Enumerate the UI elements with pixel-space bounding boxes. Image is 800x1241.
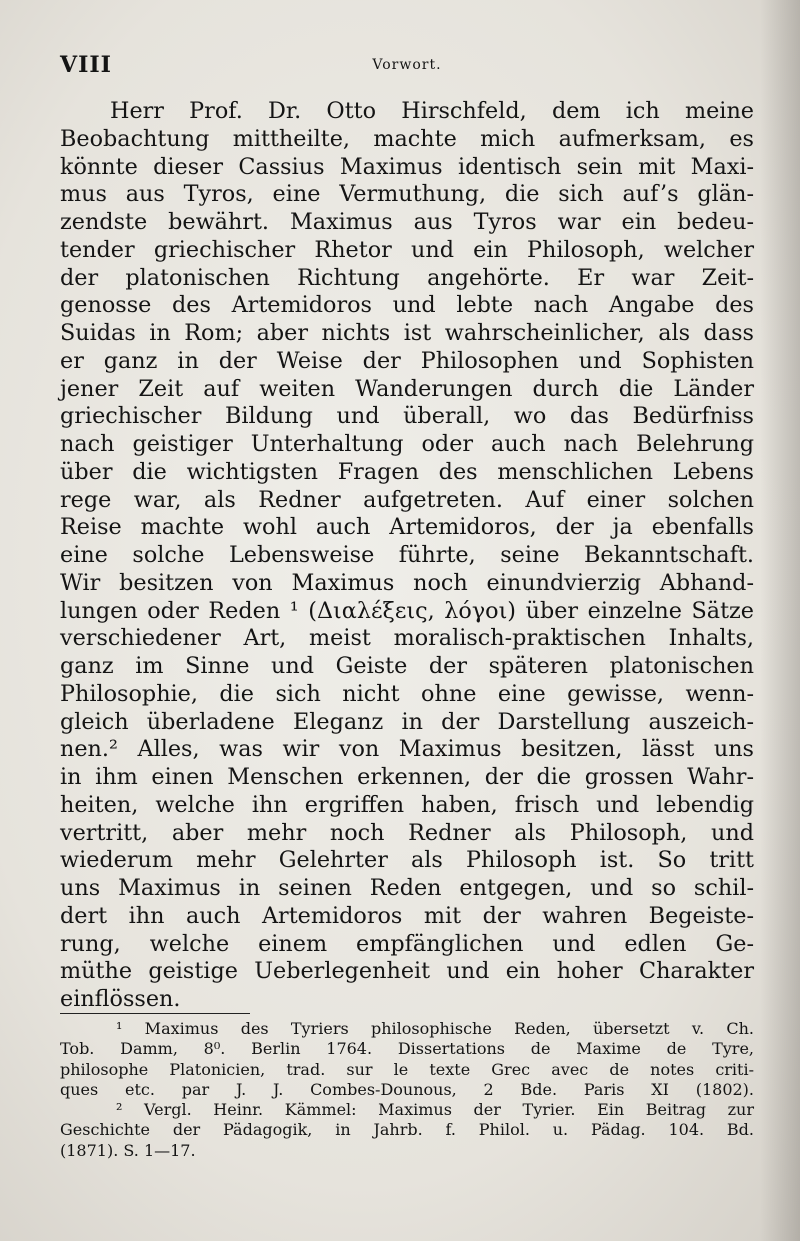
text-line: heiten, welche ihn ergriffen haben, frisch und lebendig [60, 791, 754, 818]
text-line: lungen oder Reden ¹ (Διαλέξεις, λόγοι) über einzelne Sätze [60, 597, 754, 624]
text-line: der platonischen Richtung angehörte. Er war Zeit- [60, 264, 754, 291]
text-line: rege war, als Redner aufgetreten. Auf einer solchen [60, 486, 754, 513]
text-line: Suidas in Rom; aber nichts ist wahrscheinlicher, als dass [60, 320, 754, 346]
text-line: in ihm einen Menschen erkennen, der die grossen Wahr- [60, 764, 754, 790]
footnote-line: ² Vergl. Heinr. Kämmel: Maximus der Tyrier. Ein Beitrag zur [116, 1100, 754, 1120]
footnote-line: Geschichte der Pädagogik, in Jahrb. f. Philol. u. Pädag. 104. Bd. [60, 1120, 754, 1140]
text-line: jener Zeit auf weiten Wanderungen durch die Länder [60, 375, 754, 402]
text-line: griechischer Bildung und überall, wo das Bedürfniss [60, 403, 754, 430]
footnote-line: Tob. Damm, 8⁰. Berlin 1764. Dissertations de Maxime de Tyre, [60, 1039, 754, 1059]
text-line: mus aus Tyros, eine Vermuthung, die sich auf’s glän- [60, 181, 754, 208]
text-line: Beobachtung mittheilte, machte mich aufmerksam, es [60, 125, 754, 152]
text-line: nach geistiger Unterhaltung oder auch nach Belehrung [60, 431, 754, 457]
footnotes [60, 1019, 754, 1161]
text-line: Philosophie, die sich nicht ohne eine gewisse, wenn- [60, 680, 754, 707]
page-header [60, 50, 754, 84]
running-head: Vorwort. [372, 57, 442, 73]
text-line: müthe geistige Ueberlegenheit und ein hoher Charakter [60, 958, 754, 985]
text-line: gleich überladene Eleganz in der Darstellung auszeich- [60, 708, 754, 735]
text-line: nen.² Alles, was wir von Maximus besitzen, lässt uns [60, 736, 754, 763]
text-line: über die wichtigsten Fragen des menschlichen Lebens [60, 458, 754, 485]
text-line: wiederum mehr Gelehrter als Philosoph ist. So tritt [60, 847, 754, 874]
footnote-line: ques etc. par J. J. Combes-Dounous, 2 Bde. Paris XI (1802). [60, 1079, 754, 1099]
text-line: er ganz in der Weise der Philosophen und Sophisten [60, 347, 754, 374]
text-line: rung, welche einem empfänglichen und edlen Ge- [60, 930, 754, 957]
text-line: ganz im Sinne und Geiste der späteren platonischen [60, 653, 754, 679]
text-line: verschiedener Art, meist moralisch-praktischen Inhalts, [60, 625, 754, 652]
footnote-line: (1871). S. 1—17. [60, 1140, 196, 1160]
text-line: eine solche Lebensweise führte, seine Bekanntschaft. [60, 542, 754, 568]
footnote-rule [60, 1013, 250, 1014]
text-line: uns Maximus in seinen Reden entgegen, und so schil- [60, 875, 754, 901]
text-line: dert ihn auch Artemidoros mit der wahren Begeiste- [60, 902, 754, 929]
page-edge-shadow [760, 0, 800, 1241]
text-line: Wir besitzen von Maximus noch einundvierzig Abhand- [60, 569, 754, 596]
text-line: könnte dieser Cassius Maximus identisch sein mit Maxi- [60, 153, 754, 180]
text-line: tender griechischer Rhetor und ein Philosoph, welcher [60, 236, 754, 263]
text-line: zendste bewährt. Maximus aus Tyros war ein bedeu- [60, 209, 754, 235]
page-number: VIII [60, 52, 112, 78]
text-line: vertritt, aber mehr noch Redner als Philosoph, und [60, 819, 754, 846]
body-text [60, 98, 754, 1014]
text-line: Herr Prof. Dr. Otto Hirschfeld, dem ich meine [110, 98, 754, 124]
text-line: genosse des Artemidoros und lebte nach Angabe des [60, 292, 754, 319]
footnote-line: philosophe Platonicien, trad. sur le texte Grec avec de notes criti- [60, 1059, 754, 1079]
footnote-line: ¹ Maximus des Tyriers philosophische Reden, übersetzt v. Ch. [116, 1019, 754, 1038]
text-line: einflössen. [60, 986, 181, 1012]
text-line: Reise machte wohl auch Artemidoros, der ja ebenfalls [60, 514, 754, 541]
